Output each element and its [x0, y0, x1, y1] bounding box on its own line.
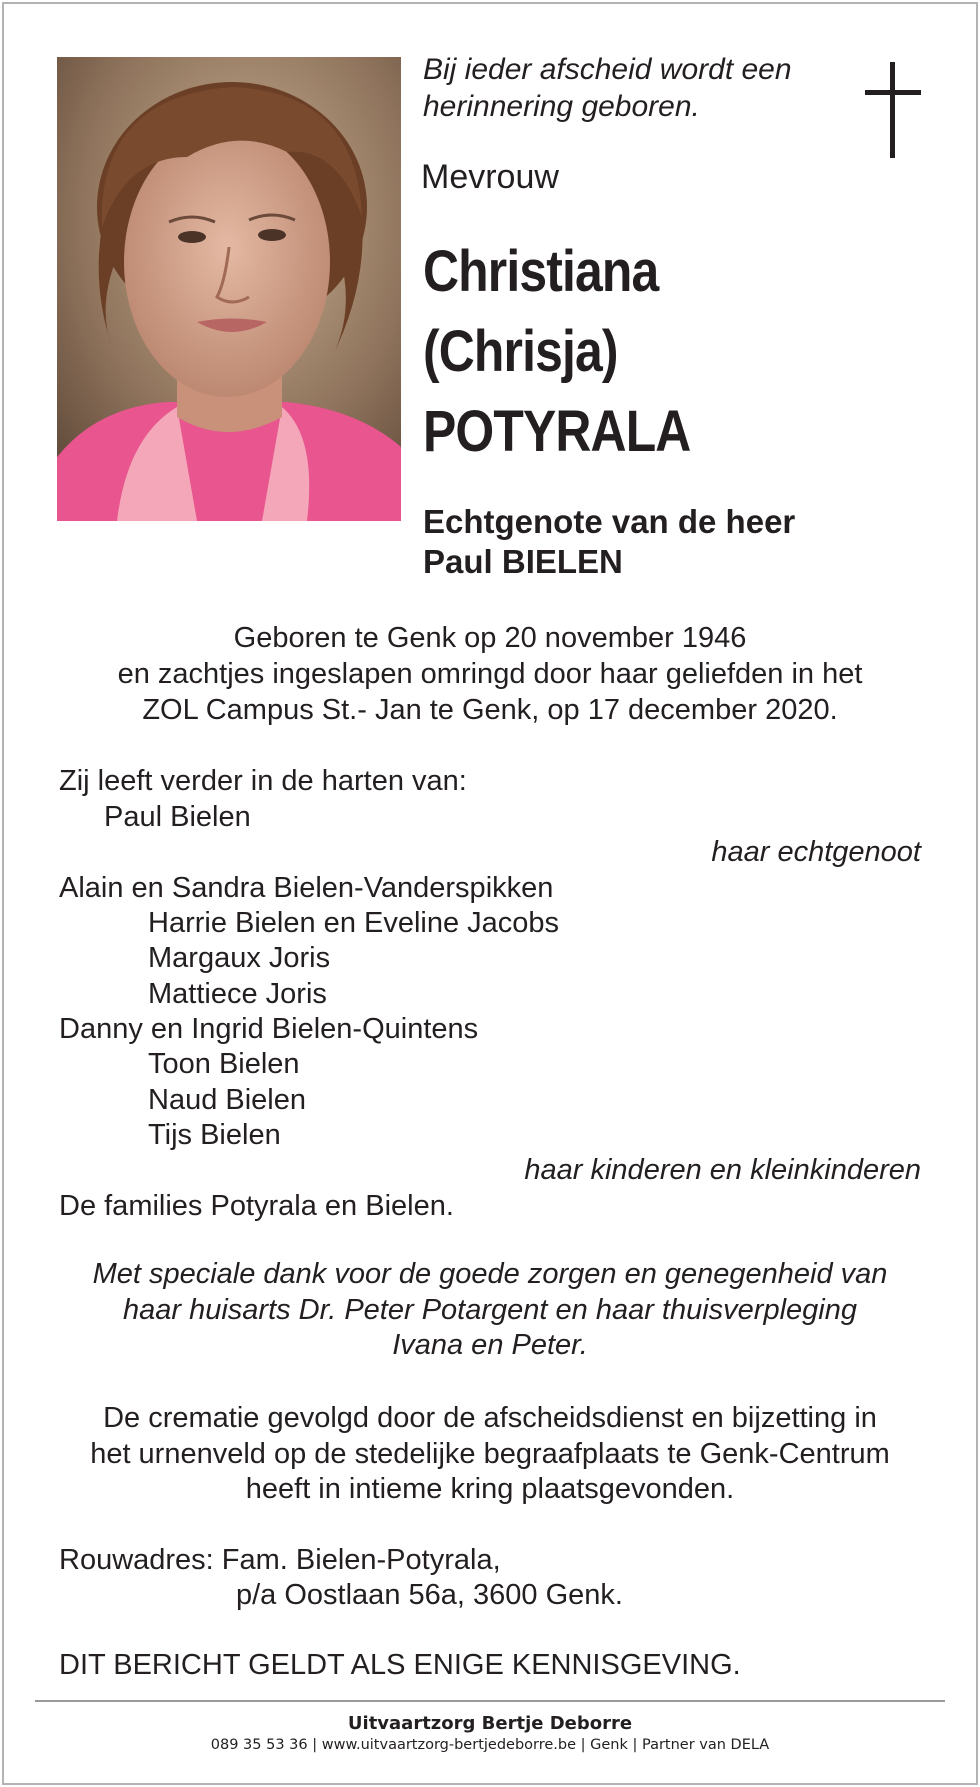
grandchild-line: Margaux Joris [148, 942, 331, 974]
grandchild-line: Toon Bielen [148, 1048, 300, 1080]
quote-line: herinnering geboren. [423, 90, 700, 123]
address-line: p/a Oostlaan 56a, 3600 Genk. [236, 1579, 623, 1611]
husband-role: haar echtgenoot [711, 836, 921, 868]
deceased-name [423, 232, 690, 472]
spouse-info [423, 502, 795, 582]
death-line: en zachtjes ingeslapen omringd door haar geliefden in het [117, 658, 863, 690]
thanks-line: haar huisarts Dr. Peter Potargent en haar thuisverpleging [122, 1293, 857, 1326]
grandchild-line: Tijs Bielen [148, 1119, 281, 1151]
thanks-line: Ivana en Peter. [392, 1329, 588, 1361]
cremation-line: heeft in intieme kring plaatsgevonden. [245, 1473, 735, 1505]
grandchild-line: Harrie Bielen en Eveline Jacobs [148, 907, 560, 939]
grandchild-line: Mattiece Joris [148, 978, 327, 1010]
cremation-line: De crematie gevolgd door de afscheidsdienst en bijzetting in [103, 1402, 877, 1434]
families-line: De families Potyrala en Bielen. [59, 1190, 454, 1222]
nickname: (Chrisja) [423, 319, 618, 384]
death-place-line: ZOL Campus St.- Jan te Genk, op 17 december 2020. [142, 694, 838, 726]
birth-death-info [0, 620, 980, 728]
cremation-line: het urnenveld op de stedelijke begraafplaats te Genk-Centrum [90, 1437, 890, 1470]
birth-line: Geboren te Genk op 20 november 1946 [233, 622, 747, 654]
funeral-home-details: 089 35 53 36 | www.uitvaartzorg-bertjedeborre.be | Genk | Partner van DELA [210, 1737, 770, 1753]
footer-divider [35, 1700, 945, 1702]
funeral-home-name: Uitvaartzorg Bertje Deborre [347, 1713, 633, 1734]
cross-icon [865, 62, 921, 158]
thanks-line: Met speciale dank voor de goede zorgen en genegenheid van [92, 1258, 888, 1290]
cremation-block [0, 1401, 980, 1508]
spouse-name: Paul BIELEN [423, 543, 623, 580]
opening-quote [423, 51, 792, 125]
notice: DIT BERICHT GELDT ALS ENIGE KENNISGEVING. [59, 1649, 741, 1681]
portrait-photo [57, 57, 401, 521]
children-role: haar kinderen en kleinkinderen [524, 1154, 921, 1186]
last-name: POTYRALA [423, 399, 691, 464]
honorific: Mevrouw [421, 158, 559, 196]
husband-name: Paul Bielen [104, 801, 251, 833]
family-line: Alain en Sandra Bielen-Vanderspikken [59, 872, 554, 904]
quote-line: Bij ieder afscheid wordt een [423, 53, 792, 86]
first-name: Christiana [423, 239, 659, 304]
spouse-line: Echtgenote van de heer [423, 503, 796, 540]
thanks-block [0, 1257, 980, 1364]
address-line: Rouwadres: Fam. Bielen-Potyrala, [59, 1544, 501, 1576]
survivors-intro: Zij leeft verder in de harten van: [59, 765, 467, 797]
grandchild-line: Naud Bielen [148, 1084, 306, 1116]
family-line: Danny en Ingrid Bielen-Quintens [59, 1013, 479, 1045]
